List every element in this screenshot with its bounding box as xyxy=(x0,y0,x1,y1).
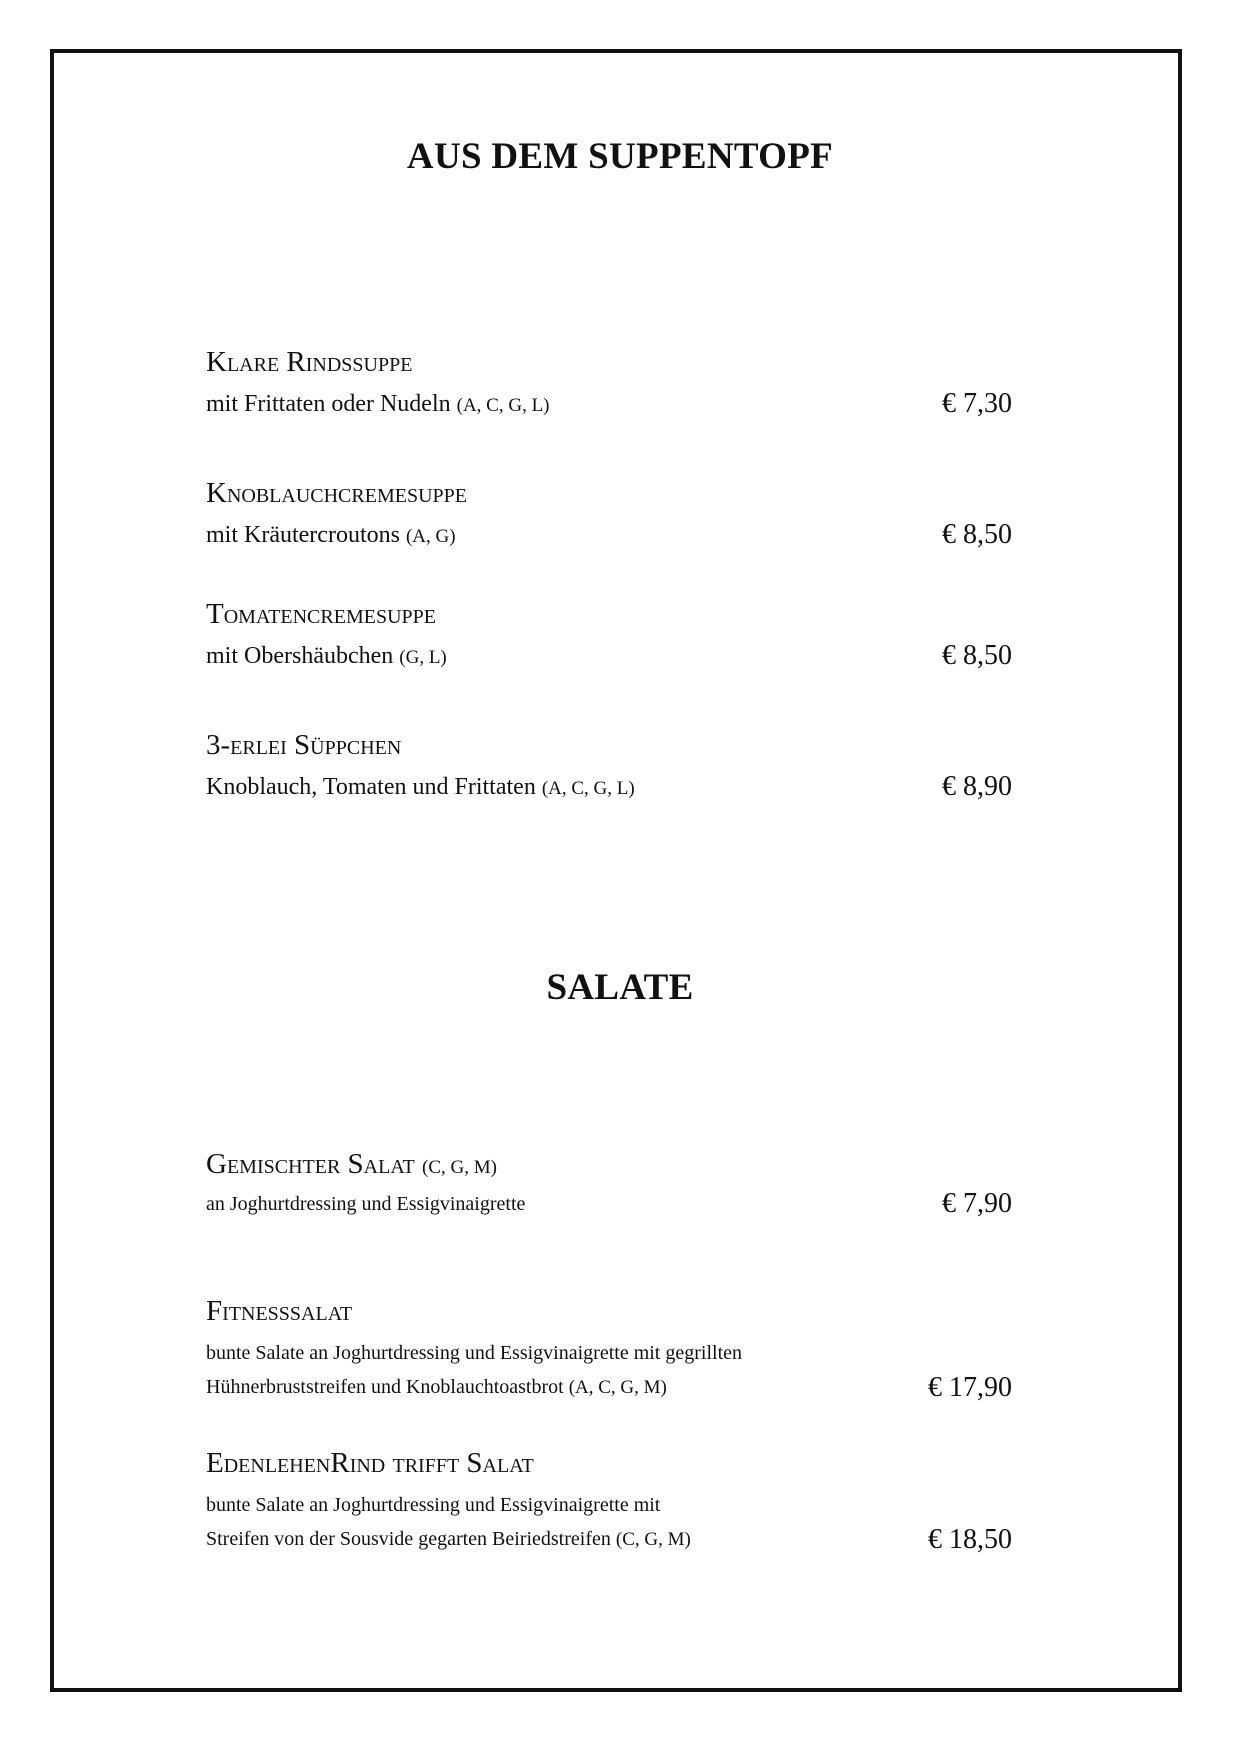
item-price: € 17,90 xyxy=(928,1372,1012,1403)
section-title-soups: AUS DEM SUPPENTOPF xyxy=(406,136,834,177)
item-row xyxy=(206,520,1012,552)
description-line: Streifen von der Sousvide gegarten Beiriedstreifen xyxy=(206,1528,611,1550)
item-name-line xyxy=(206,1147,1012,1185)
allergen-codes: (A, C, G, L) xyxy=(456,395,550,416)
menu-item-gemischter-salat xyxy=(206,1147,1012,1221)
allergen-codes: (A, G) xyxy=(405,526,456,547)
allergen-codes: (G, L) xyxy=(399,647,447,668)
item-name: Gemischter Salat xyxy=(206,1148,415,1180)
item-description xyxy=(206,641,1012,673)
menu-item-edenlehenrind-trifft-salat xyxy=(206,1446,1012,1557)
item-row xyxy=(206,1336,1012,1405)
item-name: Knoblauchcremesuppe xyxy=(206,477,467,509)
description-line: Knoblauch, Tomaten und Frittaten xyxy=(206,774,536,800)
allergen-codes: (C, G, M) xyxy=(615,1529,691,1550)
item-row xyxy=(206,772,1012,804)
description-line: mit Kräutercroutons xyxy=(206,522,400,548)
menu-item-klare-rindssuppe xyxy=(206,345,1012,421)
item-name: Tomatencremesuppe xyxy=(206,598,436,630)
item-description xyxy=(206,1370,1012,1405)
description-line: mit Frittaten oder Nudeln xyxy=(206,391,451,417)
item-name: Fitnesssalat xyxy=(206,1295,353,1327)
menu-item-knoblauchcremesuppe xyxy=(206,476,1012,552)
item-description: an Joghurtdressing und Essigvinaigrette xyxy=(206,1193,526,1215)
item-row xyxy=(206,1488,1012,1557)
section-title-salads: SALATE xyxy=(546,967,694,1008)
item-row xyxy=(206,1187,1012,1221)
allergen-codes: (C, G, M) xyxy=(422,1157,497,1178)
allergen-codes: (A, C, G, L) xyxy=(541,778,635,799)
item-description xyxy=(206,1522,1012,1557)
menu-item-3-erlei-sueppchen xyxy=(206,728,1012,804)
item-row xyxy=(206,641,1012,673)
item-row xyxy=(206,389,1012,421)
item-price: € 18,50 xyxy=(928,1524,1012,1555)
item-price: € 7,30 xyxy=(942,388,1012,419)
item-price: € 7,90 xyxy=(942,1188,1012,1219)
item-name: EdenlehenRind trifft Salat xyxy=(206,1447,534,1479)
allergen-codes: (A, C, G, M) xyxy=(568,1377,667,1398)
item-name: 3-erlei Süppchen xyxy=(206,729,402,761)
item-description xyxy=(206,389,1012,421)
item-price: € 8,50 xyxy=(942,519,1012,550)
description-line: bunte Salate an Joghurtdressing und Essigvinaigrette mit xyxy=(206,1494,661,1516)
menu-item-tomatencremesuppe xyxy=(206,597,1012,673)
description-line: bunte Salate an Joghurtdressing und Essigvinaigrette mit gegrillten xyxy=(206,1342,743,1364)
item-price: € 8,90 xyxy=(942,771,1012,802)
item-description xyxy=(206,772,1012,804)
item-price: € 8,50 xyxy=(942,640,1012,671)
menu-item-fitnesssalat xyxy=(206,1294,1012,1405)
item-description xyxy=(206,520,1012,552)
description-line: mit Obershäubchen xyxy=(206,643,394,669)
item-name: Klare Rindssuppe xyxy=(206,346,413,378)
description-line: Hühnerbruststreifen und Knoblauchtoastbrot xyxy=(206,1376,564,1398)
